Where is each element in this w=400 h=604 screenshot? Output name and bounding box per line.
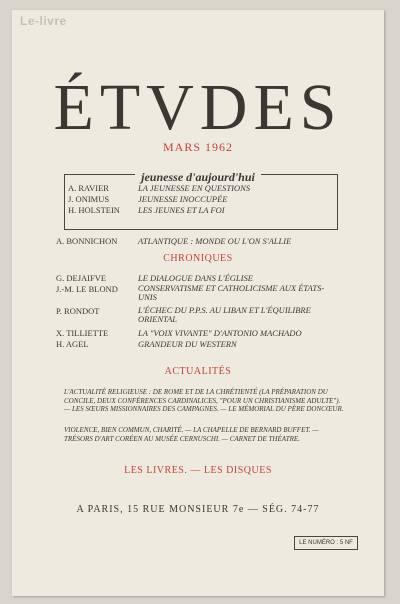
chronique-article: LA "VOIX VIVANTE" D'ANTONIO MACHADO	[138, 328, 302, 338]
chronique-author: G. DEJAIFVE	[56, 273, 107, 283]
actualites-culture: VIOLENCE, BIEN COMMUN, CHARITÉ. — LA CHAPELLE DE BERNARD BUFFET. — TRÉSORS D'ART CORÉEN AU MUSÉE CERNUSCHI. — CARNET DE THÉATRE.	[64, 426, 319, 443]
chronique-article: CONSERVATISME ET CATHOLICISME AUX ÉTATS-UNIS	[138, 283, 325, 302]
dossier-author: A. RAVIER	[68, 183, 109, 193]
issue-date: MARS 1962	[162, 140, 233, 154]
chronique-article: LE DIALOGUE DANS L'ÉGLISE	[138, 273, 253, 283]
chroniques-heading: CHRONIQUES	[163, 253, 233, 264]
dossier-author: J. ONIMUS	[68, 194, 110, 204]
dossier-author: H. HOLSTEIN	[68, 205, 120, 215]
actualites-heading: ACTUALITÉS	[164, 366, 232, 377]
price-badge: LE NUMÉRO : 5 NF	[294, 536, 358, 550]
dossier-article: LA JEUNESSE EN QUESTIONS	[138, 183, 250, 193]
dossier-caption-text: jeunesse d'aujourd'hui	[135, 170, 261, 184]
magazine-cover	[12, 10, 384, 596]
feature-article: ATLANTIQUE : MONDE OU L'ON S'ALLIE	[138, 236, 292, 246]
chronique-author: J.-M. LE BLOND	[56, 284, 118, 294]
magazine-title: ÉTVDES	[53, 71, 343, 144]
chronique-article: L'ÉCHEC DU P.P.S. AU LIBAN ET L'ÉQUILIBRE ORIENTAL	[138, 305, 311, 324]
chronique-author: H. AGEL	[56, 339, 89, 349]
chronique-author: P. RONDOT	[56, 306, 100, 316]
watermark: Le-livre	[20, 14, 67, 28]
chronique-author: X. TILLIETTE	[56, 328, 109, 338]
feature-author: A. BONNICHON	[56, 236, 118, 246]
livres-disques-heading: LES LIVRES. — LES DISQUES	[124, 465, 272, 476]
actualites-religious: L'ACTUALITÉ RELIGIEUSE : DE ROME ET DE LA CHRÉTIENTÉ (LA PRÉPARATION DU CONCILE, DEUX CONFÉRENCES CARDINALICES, "POUR UN CHRISTIANISME ADULTE"). — LES SŒURS MISSIONNAIRES DES CAMPAGNES. — LE MÉMORIAL DU PÈRE DONCŒUR.	[64, 388, 344, 414]
dossier-article: JEUNESSE INOCCUPÉE	[138, 194, 228, 204]
chronique-article: GRANDEUR DU WESTERN	[138, 339, 237, 349]
dossier-article: LES JEUNES ET LA FOI	[138, 205, 225, 215]
publisher-address: A PARIS, 15 RUE MONSIEUR 7e — SÉG. 74-77	[76, 504, 320, 515]
